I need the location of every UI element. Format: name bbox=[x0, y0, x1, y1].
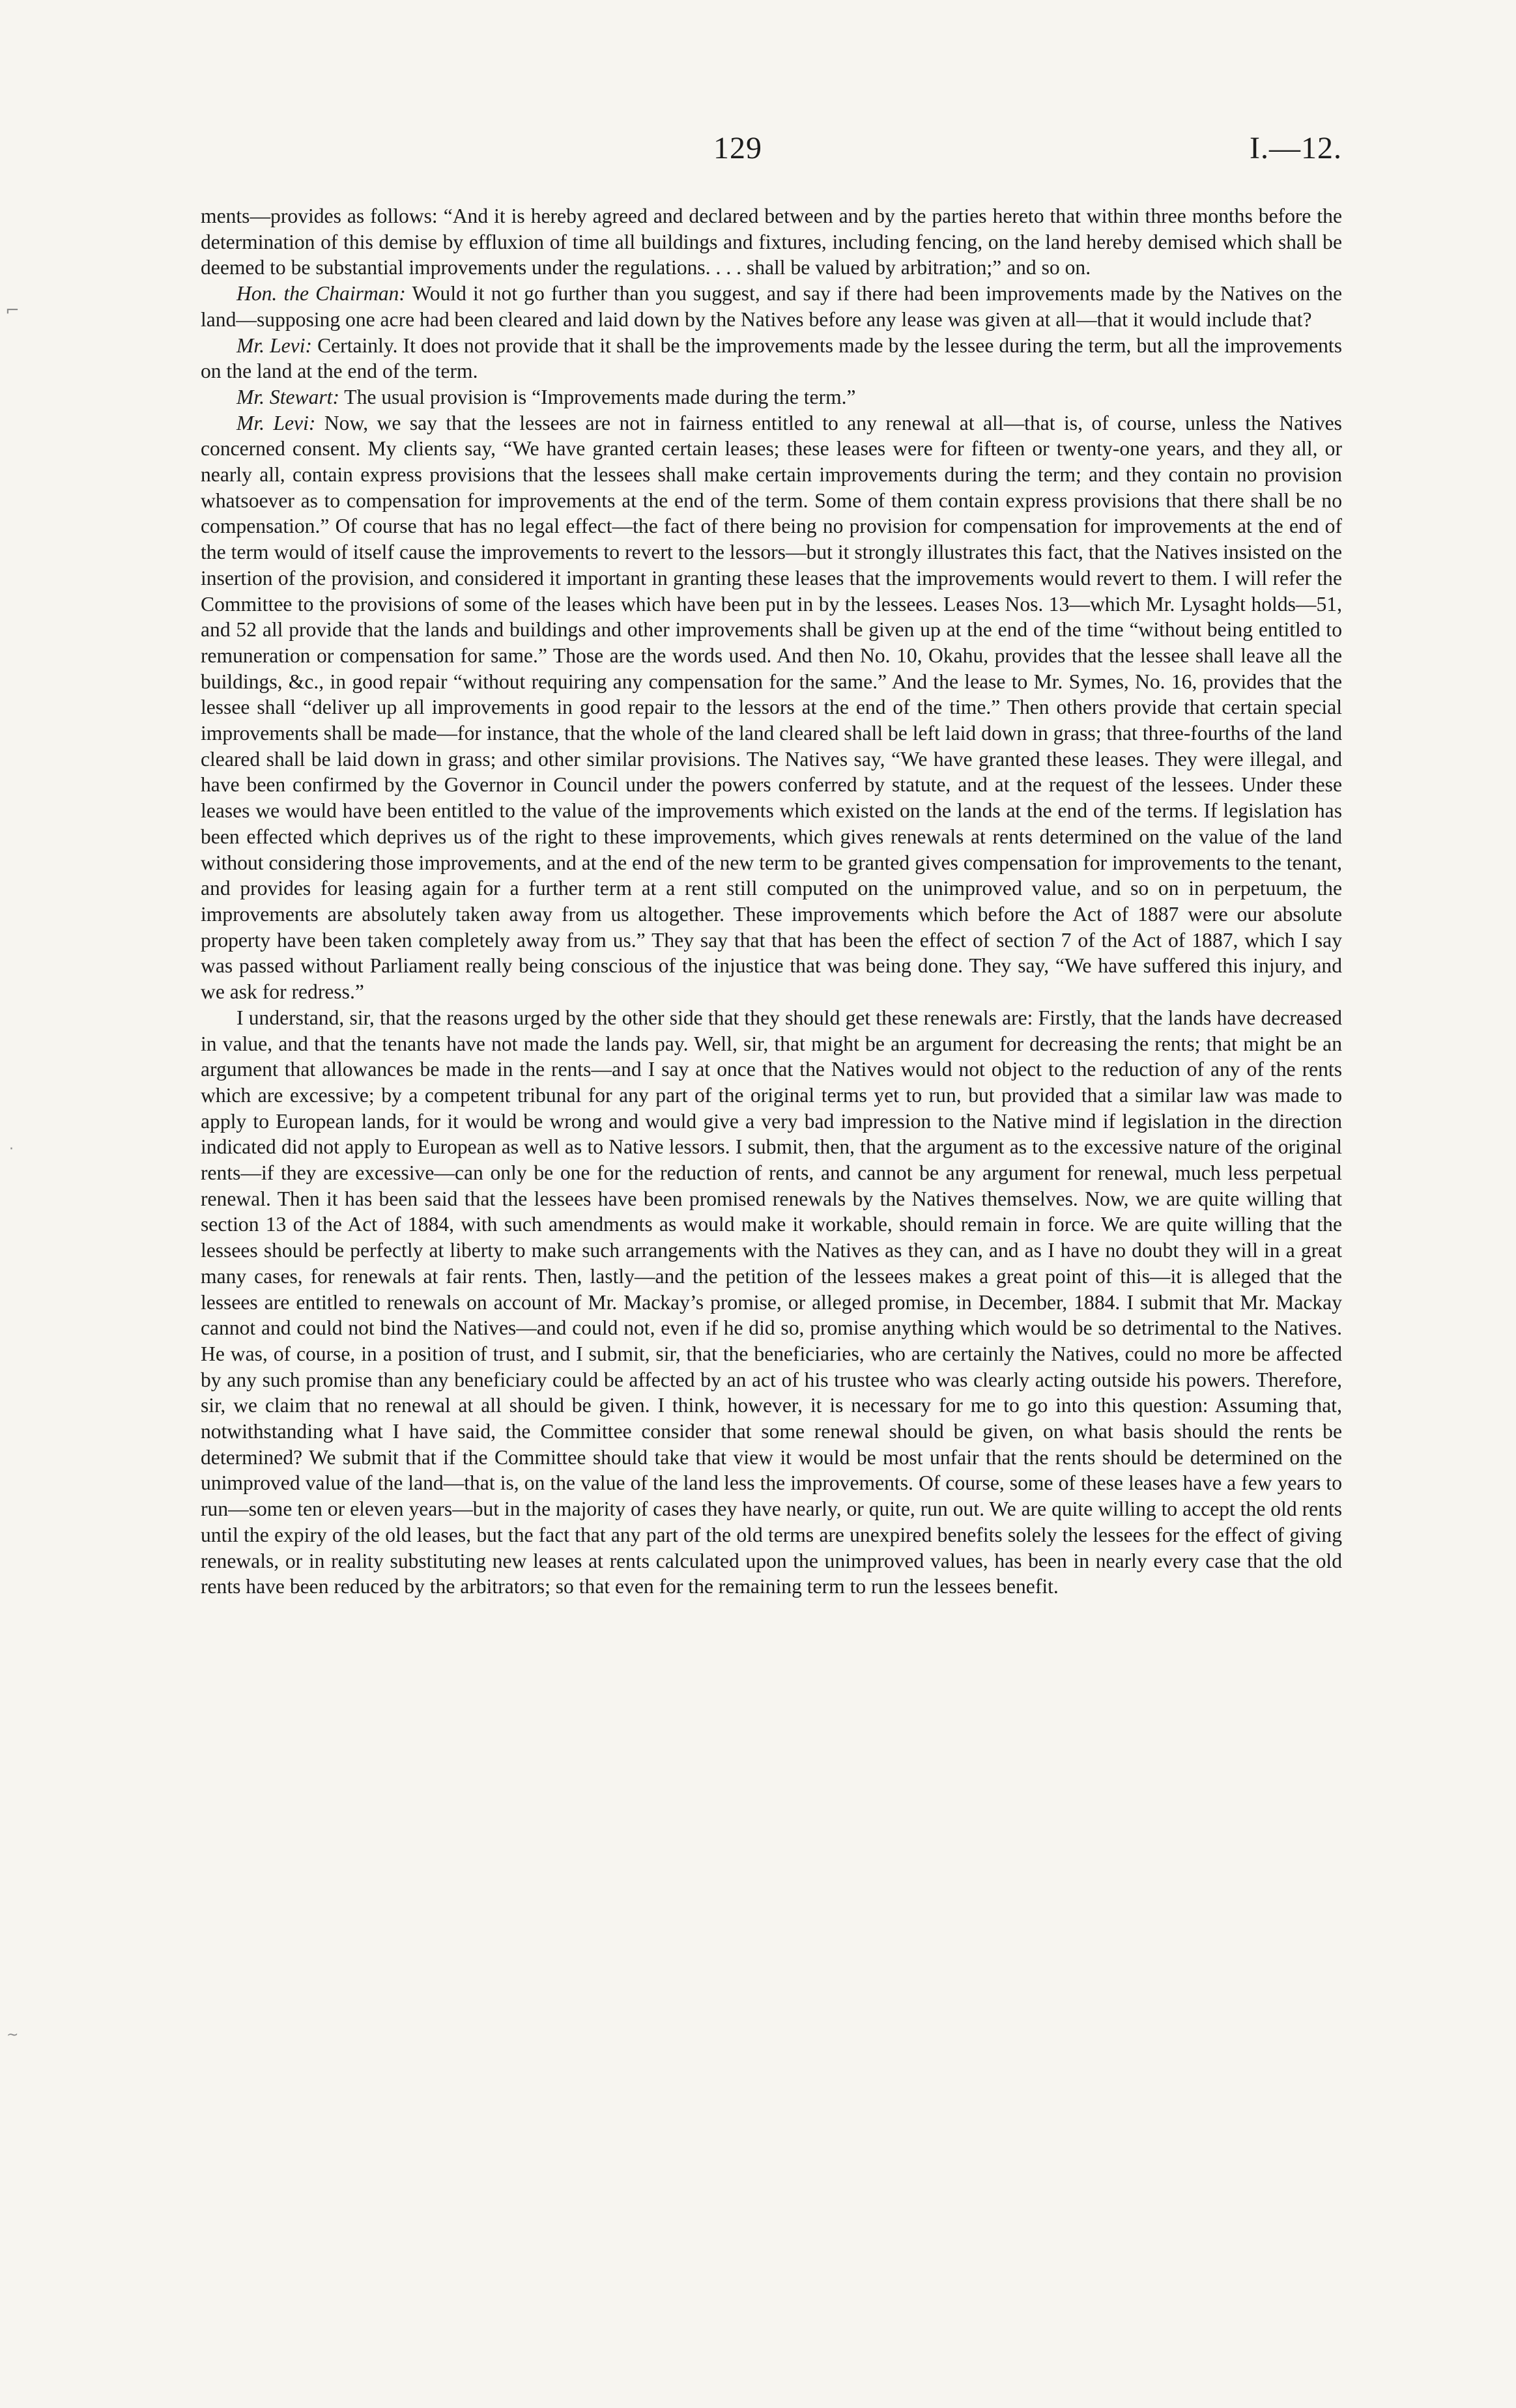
paragraph-text: ments—provides as follows: “And it is hereby agreed and declared between and by the parties hereto that within three months before the determination of this demise by effluxion of time all buildings and fixtures, including fencing, on the land hereby demised which shall be deemed to be substantial improvements under the regulations. . . . shall be valued by arbitration;” and so on. bbox=[201, 205, 1342, 279]
margin-mark-icon: ~ bbox=[7, 2027, 19, 2043]
speaker-name: Mr. Stewart: bbox=[236, 385, 339, 408]
paragraph-text: Now, we say that the lessees are not in fairness entitled to any renewal at all—that is, of course, unless the Natives concerned consent. My clients say, “We have granted certain leases; these leases were for fifteen or twenty-one years, and they all, or nearly all, contain express provisions that the lessees shall make certain improvements during the term; and they contain no provision whatsoever as to compensation for improvements at the end of the term. Some of them contain express provisions that there shall be no compensation.” Of course that has no legal effect—the fact of there being no provision for compensation for improvements at the end of the term would of itself cause the improvements to revert to the lessors—but it strongly illustrates this fact, that the Natives insisted on the insertion of the provision, and considered it important in granting these leases that the improvements would revert to them. I will refer the Committee to the provisions of some of the leases which have been put in by the lessees. Leases Nos. 13—which Mr. Lysaght holds—51, and 52 all provide that the lands and buildings and other improvements shall be given up at the end of the time “without being entitled to remuneration or compensation for same.” Those are the words used. And then No. 10, Okahu, provides that the lessee shall leave all the buildings, &c., in good repair “without requiring any compensation for the same.” And the lease to Mr. Symes, No. 16, provides that the lessee shall “deliver up all improvements in good repair to the lessors at the end of the time.” Then others provide that certain special improvements shall be made—for instance, that the whole of the land cleared shall be left laid down in grass; that three-fourths of the land cleared shall be laid down in grass; and other similar provisions. The Natives say, “We have granted these leases. They were illegal, and have been confirmed by the Governor in Council under the powers conferred by statute, and at the request of the lessees. Under these leases we would have been entitled to the value of the improvements which existed on the lands at the end of the terms. If legislation has been effected which deprives us of the right to these improvements, which gives renewals at rents determined on the value of the land without considering those improvements, and at the end of the new term to be granted gives compensation for improvements to the tenant, and provides for leasing again for a further term at a rent still computed on the unimproved value, and so on in perpetuum, the improvements are absolutely taken away from us altogether. These improvements which before the Act of 1887 were our absolute property have been taken completely away from us.” They say that that has been the effect of section 7 of the Act of 1887, which I say was passed without Parliament really being conscious of the injustice that was being done. They say, “We have suffered this injury, and we ask for redress.” bbox=[201, 411, 1342, 1004]
paragraph-text: I understand, sir, that the reasons urged by the other side that they should get these renewals are: Firstly, that the lands have decreased in value, and that the tenants have not made the lands pay. Well, sir, that might be an argument for decreasing the rents; that might be an argument that allowances be made in the rents—and I say at once that the Natives would not object to the reduction of any of the rents which are excessive; by a competent tribunal for any part of the original terms yet to run, but provided that a similar law was made to apply to European lands, for it would be wrong and would give a very bad impression to the Native mind if legislation in the direction indicated did not apply to European as well as to Native lessors. I submit, then, that the argument as to the excessive nature of the original rents—if they are excessive—can only be one for the reduction of rents, and cannot be any argument for renewal, much less perpetual renewal. Then it has been said that the lessees have been promised renewals by the Natives themselves. Now, we are quite willing that section 13 of the Act of 1884, with such amendments as would make it workable, should remain in force. We are quite willing that the lessees should be perfectly at liberty to make such arrangements with the Natives as they can, and as I have no doubt they will in a great many cases, for renewals at fair rents. Then, lastly—and the petition of the lessees makes a great point of this—it is alleged that the lessees are entitled to renewals on account of Mr. Mackay’s promise, or alleged promise, in December, 1884. I submit that Mr. Mackay cannot and could not bind the Natives—and could not, even if he did so, promise anything which would be so detrimental to the Natives. He was, of course, in a position of trust, and I submit, sir, that the beneficiaries, who are certainly the Natives, could no more be affected by any such promise than any beneficiary could be affected by an act of his trustee who was clearly acting outside his powers. Therefore, sir, we claim that no renewal at all should be given. I think, however, it is necessary for me to go into this question: Assuming that, notwithstanding what I have said, the Committee consider that some renewal should be given, on what basis should the rents be determined? We submit that if the Committee should take that view it would be most unfair that the rents should be determined on the unimproved value of the land—that is, on the value of the land less the improvements. Of course, some of these leases have a few years to run—some ten or eleven years—but in the majority of cases they have nearly, or quite, run out. We are quite willing to accept the old rents until the expiry of the old leases, but the fact that any part of the old terms are unexpired benefits solely the lessees for the effect of giving renewals, or in reality substituting new leases at rents calculated upon the unimproved values, has been in nearly every case that the old rents have been reduced by the arbitrators; so that even for the remaining term to run the lessees benefit. bbox=[201, 1006, 1342, 1598]
speaker-name: Mr. Levi: bbox=[236, 333, 312, 357]
paragraph bbox=[201, 410, 1342, 1005]
paragraph bbox=[201, 1005, 1342, 1600]
speaker-name: Mr. Levi: bbox=[236, 411, 316, 434]
paragraph bbox=[201, 281, 1342, 332]
page-header bbox=[0, 130, 1516, 182]
paragraph bbox=[201, 333, 1342, 384]
document-reference: I.—12. bbox=[1250, 131, 1342, 165]
paragraph bbox=[201, 384, 1342, 410]
margin-mark-icon: · bbox=[9, 1141, 14, 1157]
paragraph-text: Would it not go further than you suggest, and say if there had been improvements made by the Natives on the land—supposing one acre had been cleared and laid down by the Natives before any lease was given at all—that it would include that? bbox=[201, 282, 1343, 331]
margin-mark-icon: ⌐ bbox=[5, 301, 20, 320]
paragraph bbox=[201, 203, 1342, 281]
speaker-name: Hon. the Chairman: bbox=[236, 282, 406, 305]
page-number: 129 bbox=[713, 131, 762, 165]
document-body bbox=[201, 203, 1342, 1600]
paragraph-text: The usual provision is “Improvements made during the term.” bbox=[344, 385, 856, 408]
paragraph-text: Certainly. It does not provide that it shall be the improvements made by the lessee during the term, but all the improvements on the land at the end of the term. bbox=[201, 333, 1342, 383]
